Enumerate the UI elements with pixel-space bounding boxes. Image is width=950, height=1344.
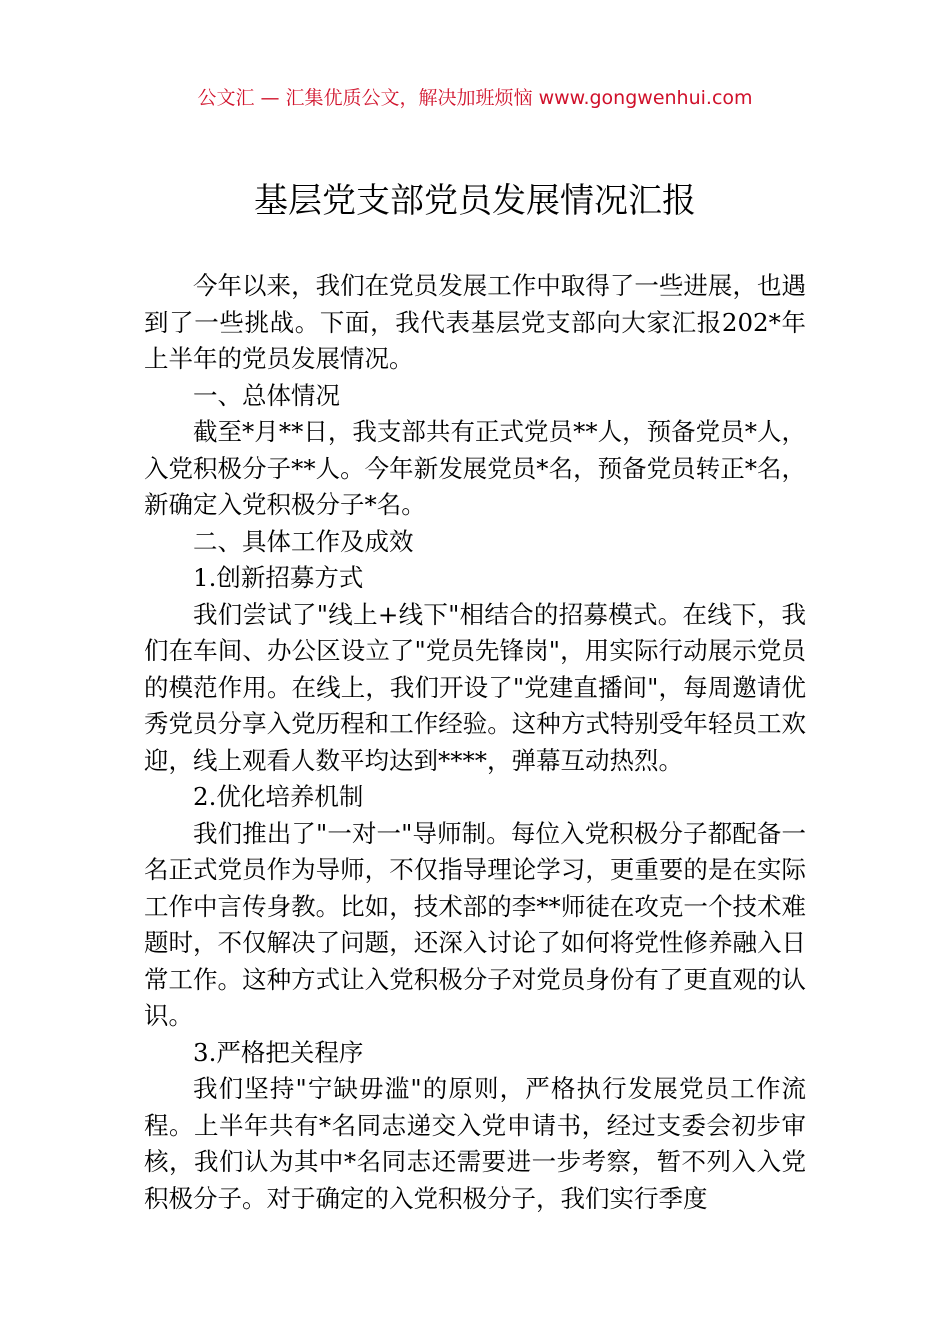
- recruitment-paragraph: 我们尝试了"线上+线下"相结合的招募模式。在线下，我们在车间、办公区设立了"党员先锋岗"，用实际行动展示党员的模范作用。在线上，我们开设了"党建直播间"，每周邀请优秀党员分享入党历程和工作经验。这种方式特别受年轻员工欢迎，线上观看人数平均达到****，弹幕互动热烈。: [144, 599, 806, 775]
- document-body: [144, 268, 806, 1217]
- procedure-paragraph: 我们坚持"宁缺毋滥"的原则，严格执行发展党员工作流程。上半年共有*名同志递交入党申请书，经过支委会初步审核，我们认为其中*名同志还需要进一步考察，暂不列入入党积极分子。对于确定的入党积极分子，我们实行季度: [144, 1074, 806, 1213]
- intro-paragraph: 今年以来，我们在党员发展工作中取得了一些进展，也遇到了一些挑战。下面，我代表基层党支部向大家汇报202*年上半年的党员发展情况。: [144, 271, 806, 373]
- section-heading-work: 二、具体工作及成效: [193, 526, 414, 556]
- subheading-training: 2.优化培养机制: [193, 782, 364, 811]
- site-banner[interactable]: 公文汇 — 汇集优质公文，解决加班烦恼 www.gongwenhui.com: [197, 87, 753, 109]
- training-paragraph: 我们推出了"一对一"导师制。每位入党积极分子都配备一名正式党员作为导师，不仅指导理论学习，更重要的是在实际工作中言传身教。比如，技术部的李**师徒在攻克一个技术难题时，不仅解决了问题，还深入讨论了如何将党性修养融入日常工作。这种方式让入党积极分子对党员身份有了更直观的认识。: [144, 818, 806, 1030]
- section-heading-overview: 一、总体情况: [193, 380, 340, 410]
- subheading-recruitment: 1.创新招募方式: [193, 563, 364, 592]
- overview-paragraph: 截至*月**日，我支部共有正式党员**人，预备党员*人，入党积极分子**人。今年新发展党员*名，预备党员转正*名，新确定入党积极分子*名。: [144, 417, 806, 519]
- subheading-procedure: 3.严格把关程序: [193, 1037, 364, 1067]
- document-title: 基层党支部党员发展情况汇报: [254, 181, 696, 221]
